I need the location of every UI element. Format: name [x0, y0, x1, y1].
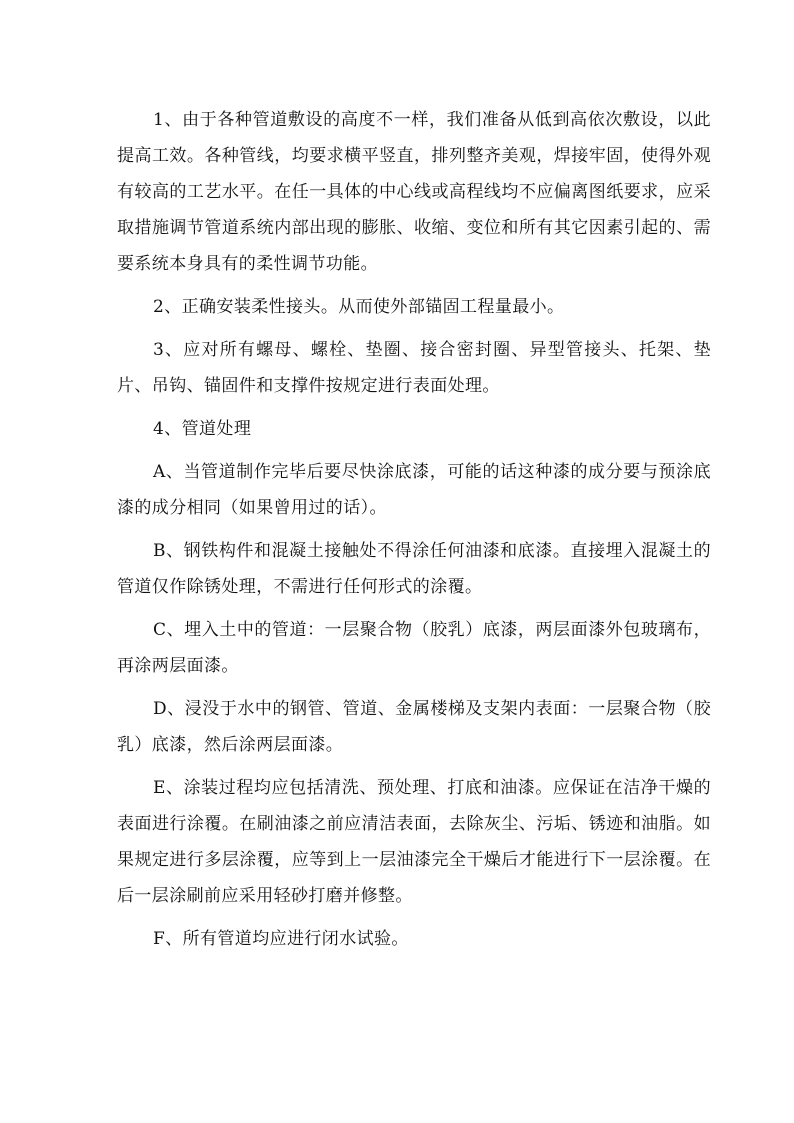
paragraph-f: F、所有管道均应进行闭水试验。 — [153, 929, 409, 949]
paragraph-a: A、当管道制作完毕后要尽快涂底漆，可能的话这种漆的成分要与预涂底漆的成分相同（如果曾用过的话）。 — [117, 462, 711, 518]
paragraph-c: C、埋入土中的管道：一层聚合物（胶乳）底漆，两层面漆外包玻璃布，再涂两层面漆。 — [117, 620, 711, 676]
paragraph-1: 1、由于各种管道敷设的高度不一样，我们准备从低到高依次敷设，以此提高工效。各种管线，均要求横平竖直，排列整齐美观，焊接牢固，使得外观有较高的工艺水平。在任一具体的中心线或高程线均不应偏离图纸要求，应采取措施调节管道系统内部出现的膨胀、收缩、变位和所有其它因素引起的、需要系统本身具有的柔性调节功能。 — [117, 110, 711, 274]
document-body — [117, 102, 711, 964]
paragraph-2: 2、正确安装柔性接头。从而使外部锚固工程量最小。 — [153, 297, 565, 317]
paragraph-3: 3、应对所有螺母、螺栓、垫圈、接合密封圈、异型管接头、托架、垫片、吊钩、锚固件和支撑件按规定进行表面处理。 — [117, 340, 711, 396]
paragraph-4-heading: 4、管道处理 — [153, 419, 252, 439]
paragraph-b: B、钢铁构件和混凝土接触处不得涂任何油漆和底漆。直接埋入混凝土的管道仅作除锈处理，不需进行任何形式的涂覆。 — [117, 541, 711, 597]
paragraph-d: D、浸没于水中的钢管、管道、金属楼梯及支架内表面：一层聚合物（胶乳）底漆，然后涂两层面漆。 — [117, 699, 711, 755]
paragraph-e: E、涂装过程均应包括清洗、预处理、打底和油漆。应保证在洁净干燥的表面进行涂覆。在刷油漆之前应清洁表面，去除灰尘、污垢、锈迹和油脂。如果规定进行多层涂覆，应等到上一层油漆完全干燥后才能进行下一层涂覆。在后一层涂刷前应采用轻砂打磨并修整。 — [117, 778, 711, 906]
